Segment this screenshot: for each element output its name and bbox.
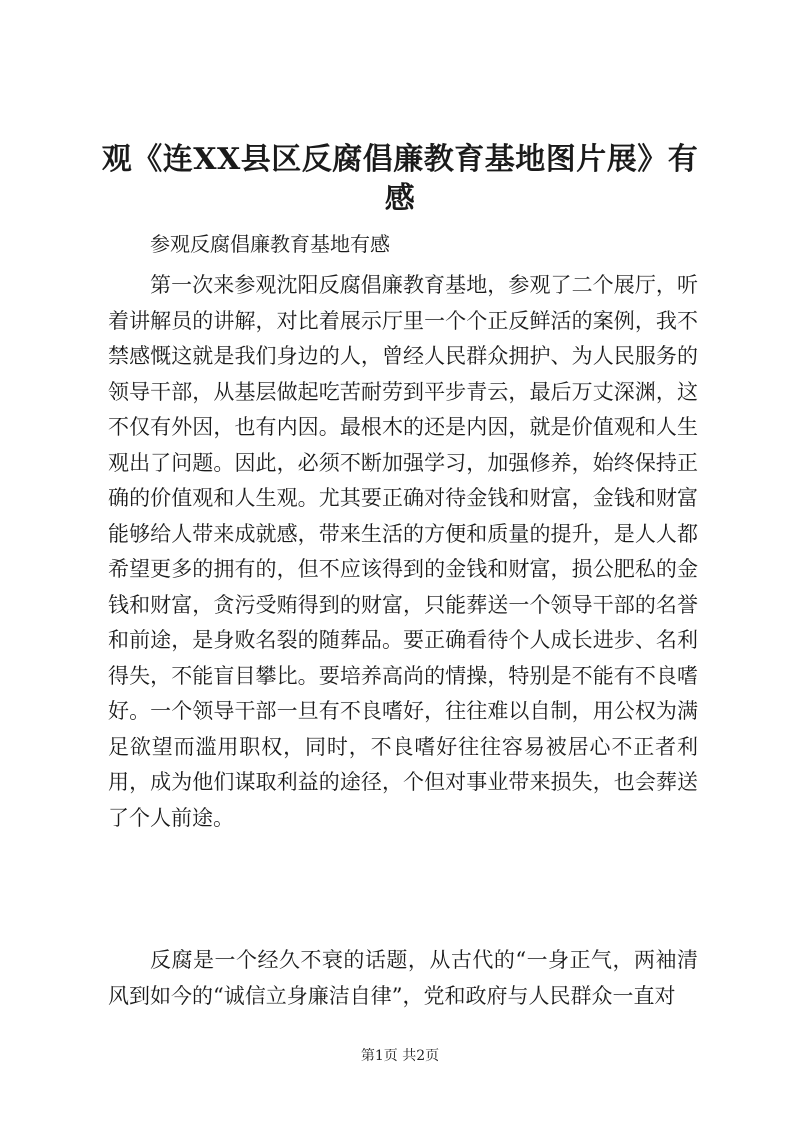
body-paragraph: 第一次来参观沈阳反腐倡廉教育基地，参观了二个展厅，听着讲解员的讲解，对比着展示厅里一个个正反鲜活的案例，我不禁感慨这就是我们身边的人，曾经人民群众拥护、为人民服务的领导干部，从基层做起吃苦耐劳到平步青云，最后万丈深渊，这不仅有外因，也有内因。最根木的还是内因，就是价值观和人生观出了问题。因此，必须不断加强学习，加强修养，始终保持正确的价值观和人生观。尤其要正确对待金钱和财富，金钱和财富能够给人带来成就感，带来生活的方便和质量的提升，是人人都希望更多的拥有的，但不应该得到的金钱和财富，损公肥私的金钱和财富，贪污受贿得到的财富，只能葬送一个领导干部的名誉和前途，是身败名裂的随葬品。要正确看待个人成长进步、名利得失，不能盲目攀比。要培养高尚的情操，特别是不能有不良嗜好。一个领导干部一旦有不良嗜好，往往难以自制，用公权为满足欲望而滥用职权，同时，不良嗜好往往容易被居心不正者利用，成为他们谋取利益的途径，个但对事业带来损失，也会葬送了个人前途。 bbox=[108, 273, 698, 830]
document-title: 观《连XX县区反腐倡廉教育基地图片展》有感 bbox=[101, 142, 699, 216]
page-number-footer: 第1页 共2页 bbox=[360, 1048, 440, 1064]
document-subtitle: 参观反腐倡廉教育基地有感 bbox=[150, 232, 390, 256]
body-paragraph: 反腐是一个经久不衰的话题，从古代的“一身正气，两袖清风到如今的“诚信立身廉洁自律”，党和政府与人民群众一直对 bbox=[108, 948, 698, 1008]
